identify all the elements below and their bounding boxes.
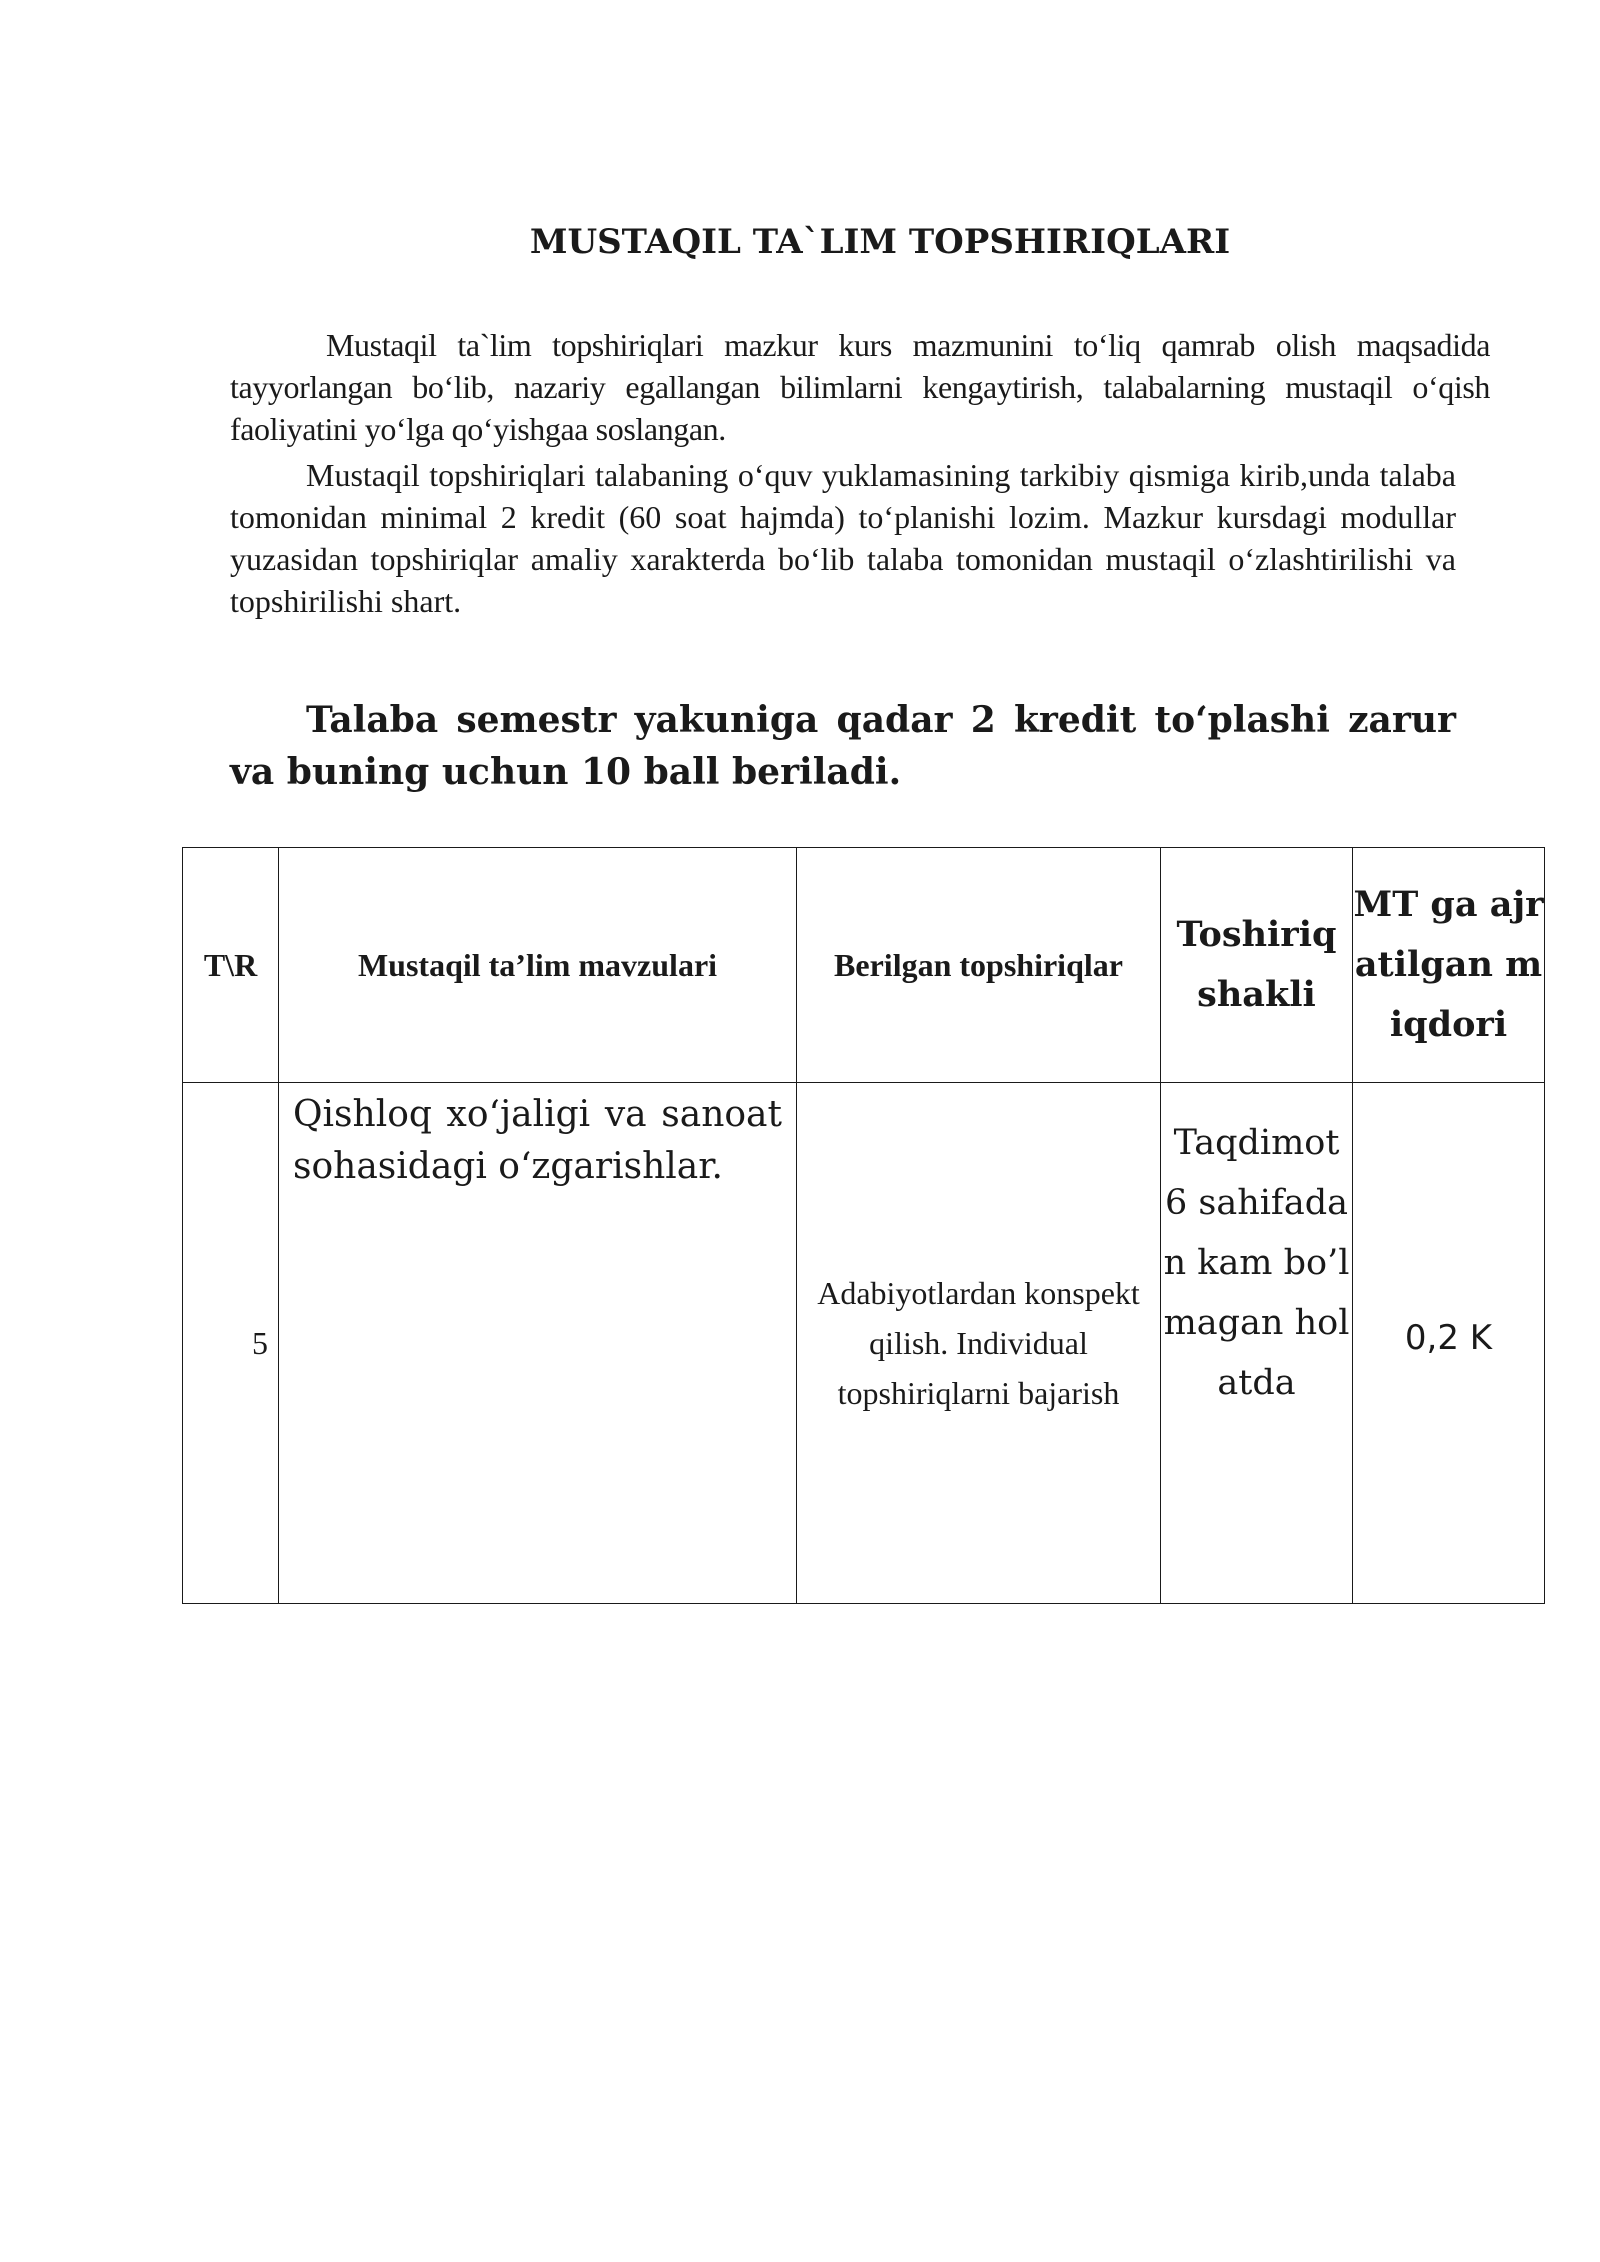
document-title: MUSTAQIL TA`LIM TOPSHIRIQLARI	[529, 222, 1231, 262]
row-topic: Qishloq xo‘jaligi va sanoat sohasidagi o‘zgarishlar.	[279, 1083, 797, 1604]
row-tasks: Adabiyotlardan konspekt qilish. Individual topshiriqlarni bajarish	[797, 1083, 1161, 1604]
header-tasks	[797, 848, 1161, 1083]
independent-study-table	[182, 847, 1545, 1604]
header-tasks-text: Berilgan topshiriqlar	[834, 947, 1123, 983]
table-row	[183, 1083, 1545, 1604]
header-tr: T\R	[183, 848, 279, 1083]
row-number: 5	[183, 1083, 279, 1604]
credit-requirement-statement: Talaba semestr yakuniga qadar 2 kredit to‘plashi zarur va buning uchun 10 ball beriladi.	[230, 699, 1456, 793]
row-amount: 0,2 K	[1353, 1083, 1545, 1604]
header-topics: Mustaqil ta’lim mavzulari	[279, 848, 797, 1083]
header-form: Toshiriq shakli	[1161, 848, 1353, 1083]
table-header-row	[183, 848, 1545, 1083]
intro-paragraph: Mustaqil ta`lim topshiriqlari mazkur kurs mazmunini to‘liq qamrab olish maqsadida tayyorlangan bo‘lib, nazariy egallangan bilimlarni kengaytirish, talabalarning mustaqil o‘qish faoliyatini yo‘lga qo‘yishgaa soslangan.	[230, 327, 1490, 447]
requirements-paragraph: Mustaqil topshiriqlari talabaning o‘quv yuklamasining tarkibiy qismiga kirib,unda talaba tomonidan minimal 2 kredit (60 soat hajmda) to‘planishi lozim. Mazkur kursdagi modullar yuzasidan topshiriqlar amaliy xarakterda bo‘lib talaba tomonidan mustaqil o‘zlashtirilishi va topshirilishi shart.	[230, 457, 1456, 619]
header-amount: MT ga ajratilgan miqdori	[1353, 848, 1545, 1083]
row-form: Taqdimot 6 sahifadan kam bo’lmagan holatda	[1161, 1083, 1353, 1604]
